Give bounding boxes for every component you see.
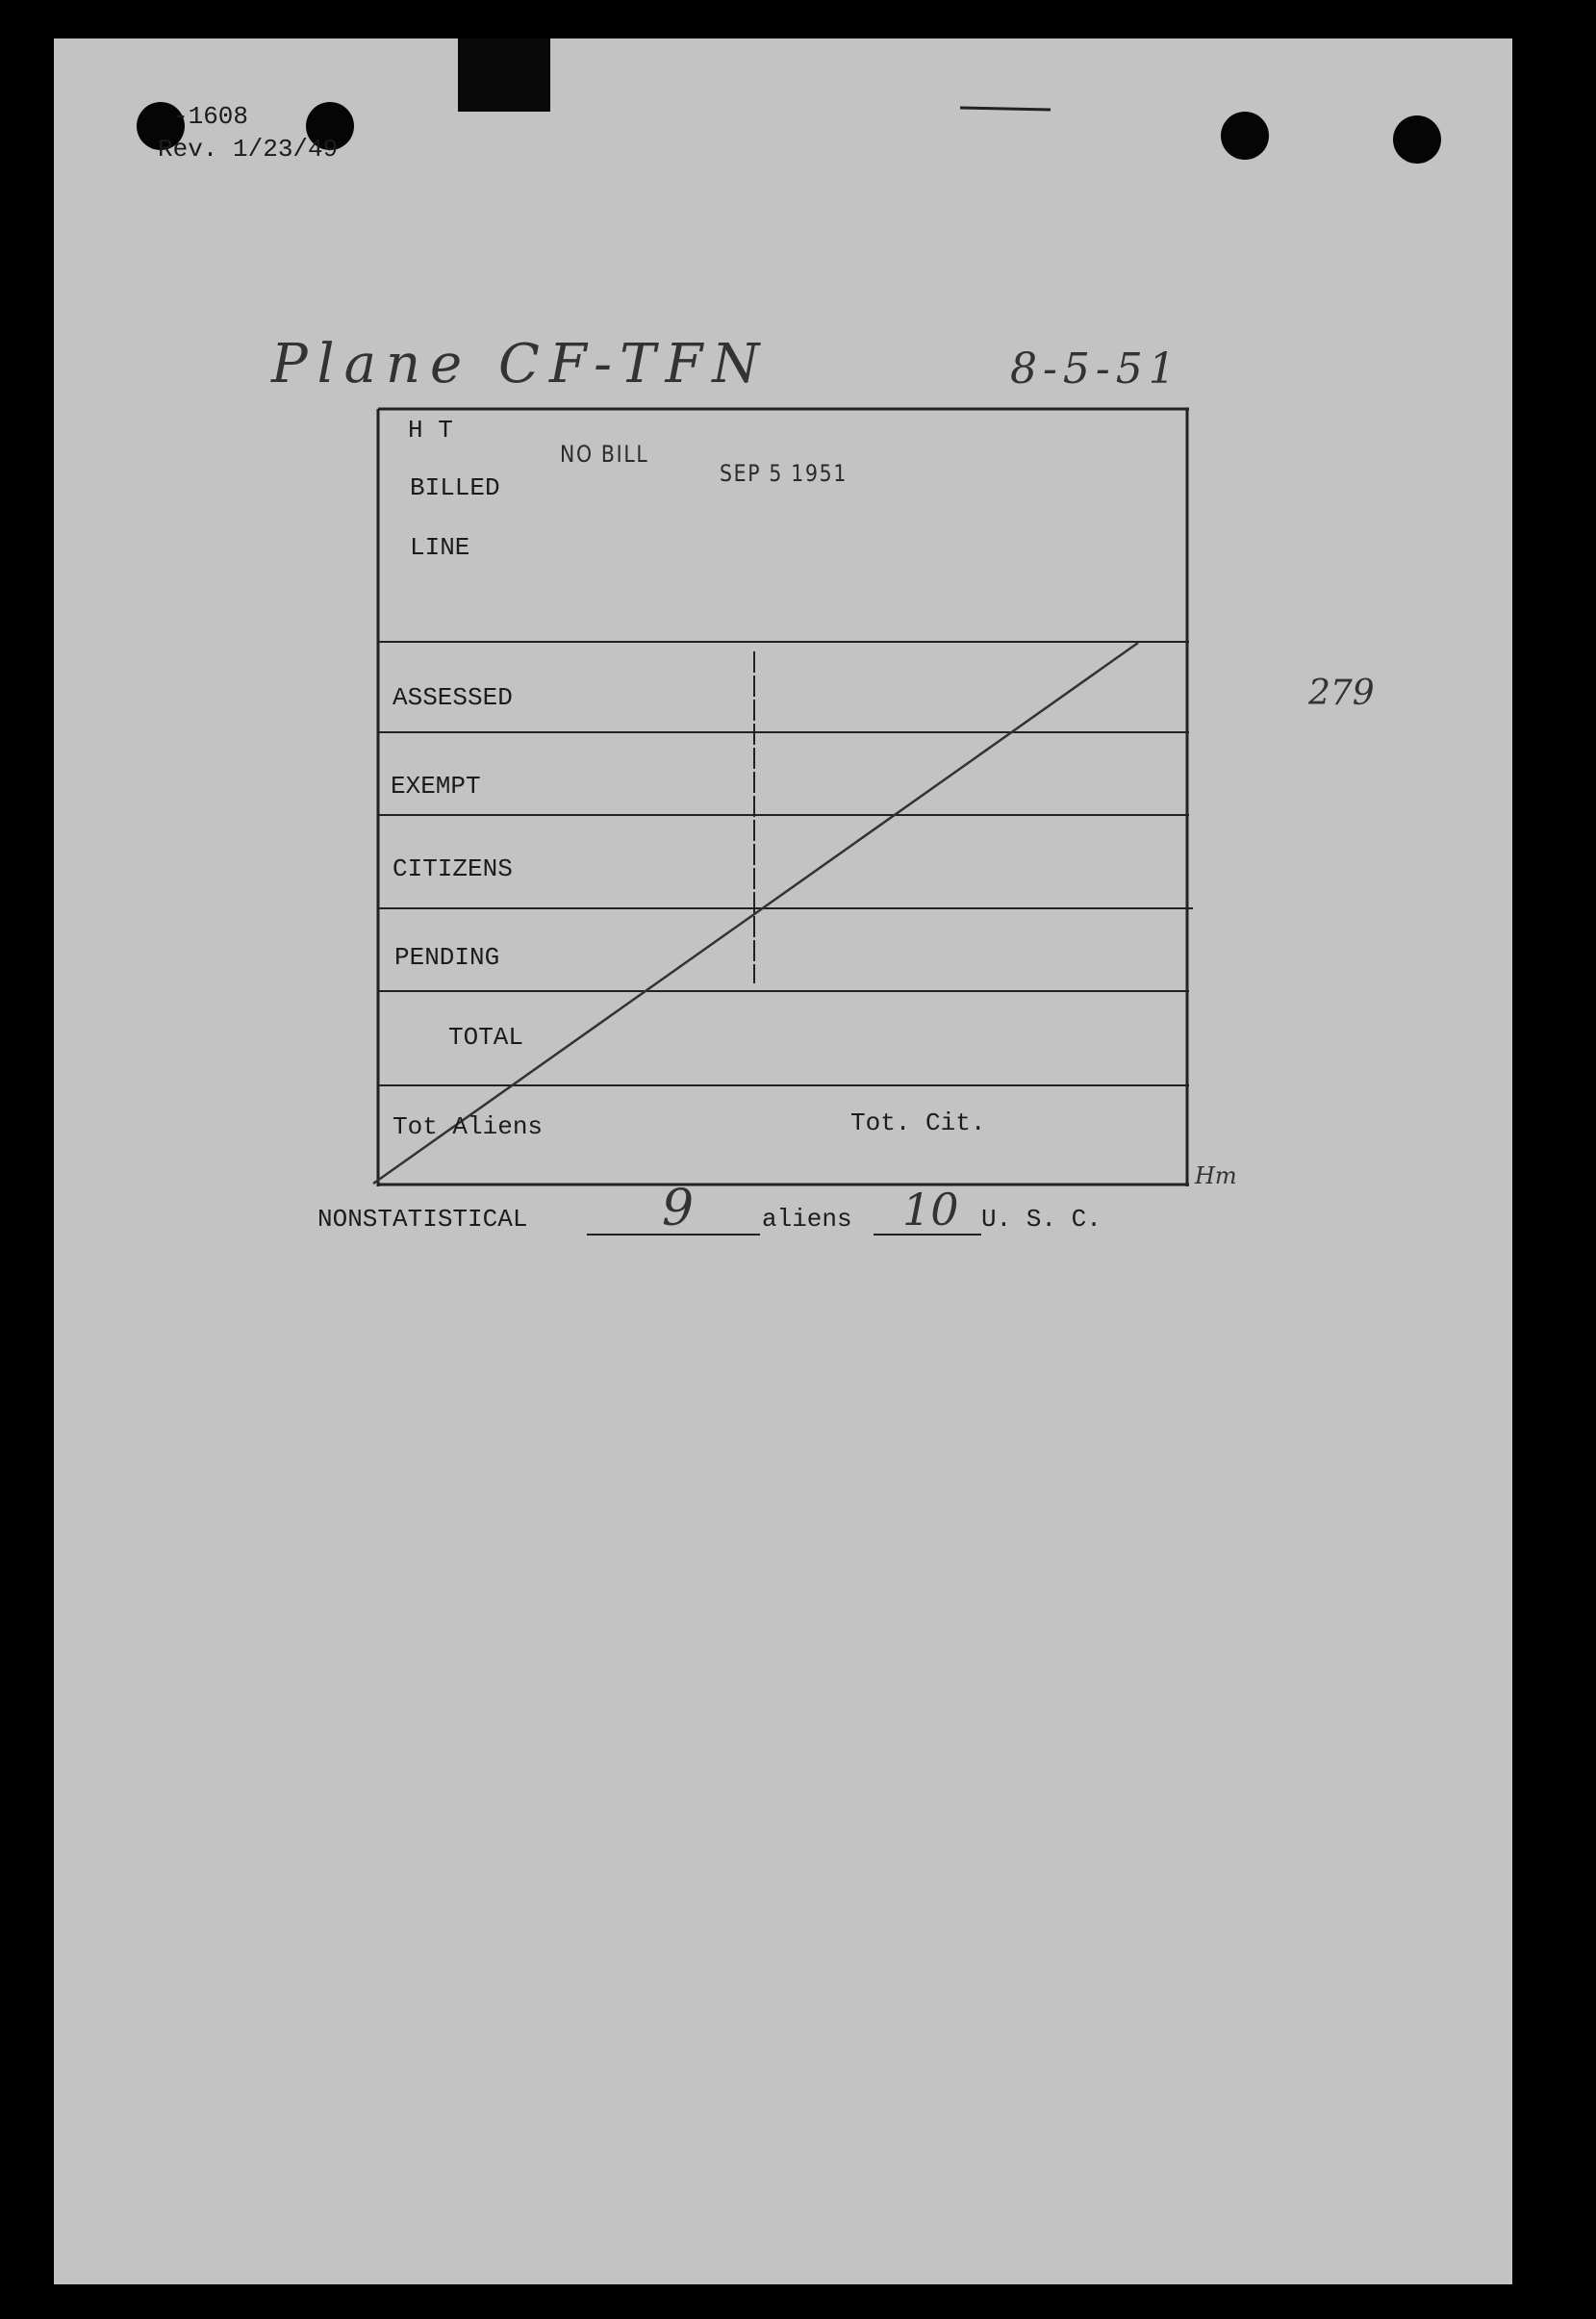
label-billed: BILLED	[410, 473, 500, 502]
label-total: TOTAL	[448, 1023, 524, 1052]
label-line: LINE	[410, 533, 470, 562]
label-nonstatistical: NONSTATISTICAL	[317, 1205, 528, 1234]
label-usc: U. S. C.	[981, 1205, 1102, 1234]
label-citizens: CITIZENS	[393, 854, 513, 883]
label-exempt: EXEMPT	[391, 772, 481, 801]
stamp-no-bill: NO BILL	[560, 441, 649, 468]
form-revision: Rev. 1/23/49	[158, 135, 339, 164]
stamp-date: SEP 5 1951	[720, 460, 849, 487]
label-ht: H T	[408, 416, 453, 445]
form-number: -1608	[173, 102, 249, 131]
label-tot-aliens: Tot Aliens	[393, 1112, 544, 1141]
label-assessed: ASSESSED	[393, 683, 513, 712]
label-tot-cit: Tot. Cit.	[850, 1109, 986, 1137]
top-dash-mark	[960, 108, 1051, 110]
handwritten-aliens-count: 9	[662, 1180, 695, 1237]
diagonal-cancel-line	[373, 643, 1138, 1184]
label-aliens: aliens	[762, 1205, 852, 1234]
handwritten-date: 8-5-51	[1010, 344, 1181, 394]
label-pending: PENDING	[394, 943, 500, 972]
handwritten-initials: Hm	[1195, 1162, 1237, 1189]
handwritten-usc-count: 10	[902, 1184, 959, 1236]
handwritten-plane: Plane CF-TFN	[271, 333, 770, 395]
handwritten-page-number: 279	[1308, 674, 1375, 713]
